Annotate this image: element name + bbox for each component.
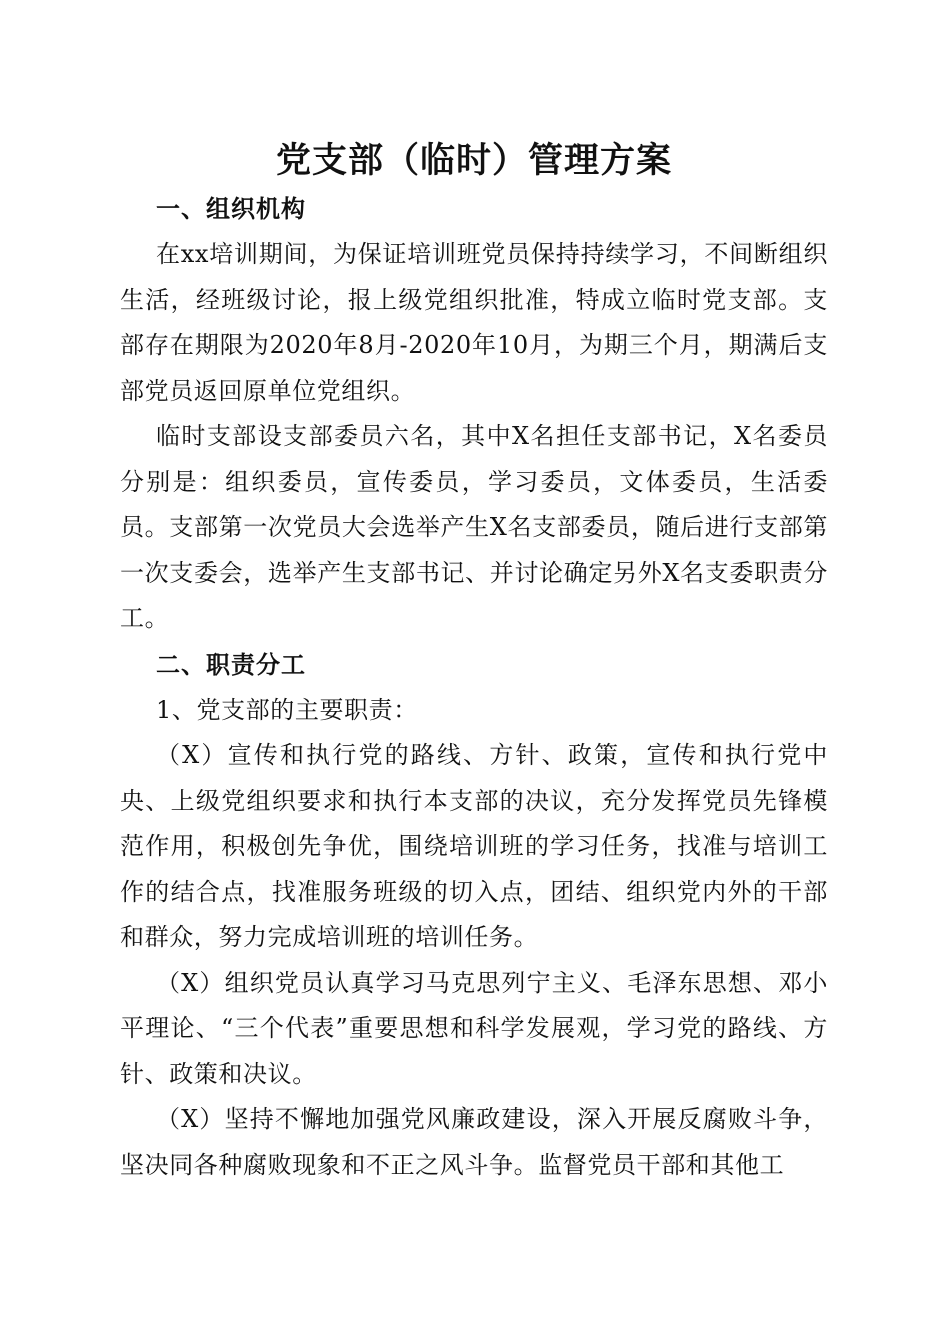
paragraph-committee: 临时支部设支部委员六名，其中X名担任支部书记，X名委员分别是：组织委员，宣传委员，学习委员，文体委员，生活委员。支部第一次党员大会选举产生X名支部委员，随后进行支部第一次支委会，选举产生支部书记、并讨论确定另外X名支委职责分工。 [120,422,828,632]
section-heading-duties: 二、职责分工 [156,650,306,679]
paragraph-duty-study: （X）组织党员认真学习马克思列宁主义、毛泽东思想、邓小平理论、“三个代表”重要思想和科学发展观，学习党的路线、方针、政策和决议。 [120,968,828,1088]
document-title: 党支部（临时）管理方案 [275,140,672,181]
document-body [120,138,828,1188]
paragraph-duties-intro: 1、党支部的主要职责： [156,695,418,724]
paragraph-duty-propaganda: （X）宣传和执行党的路线、方针、政策，宣传和执行党中央、上级党组织要求和执行本支部的决议，充分发挥党员先锋模范作用，积极创先争优，围绕培训班的学习任务，找准与培训工作的结合点，找准服务班级的切入点，团结、组织党内外的干部和群众，努力完成培训班的培训任务。 [120,741,828,951]
paragraph-duty-integrity: （X）坚持不懈地加强党风廉政建设，深入开展反腐败斗争，坚决同各种腐败现象和不正之风斗争。监督党员干部和其他工 [120,1105,828,1179]
section-heading-organization: 一、组织机构 [156,195,306,223]
paragraph-establishment: 在xx培训期间，为保证培训班党员保持持续学习，不间断组织生活，经班级讨论，报上级党组织批准，特成立临时党支部。支部存在期限为2020年8月-2020年10月，为期三个月，期满后支部党员返回原单位党组织。 [120,240,828,405]
